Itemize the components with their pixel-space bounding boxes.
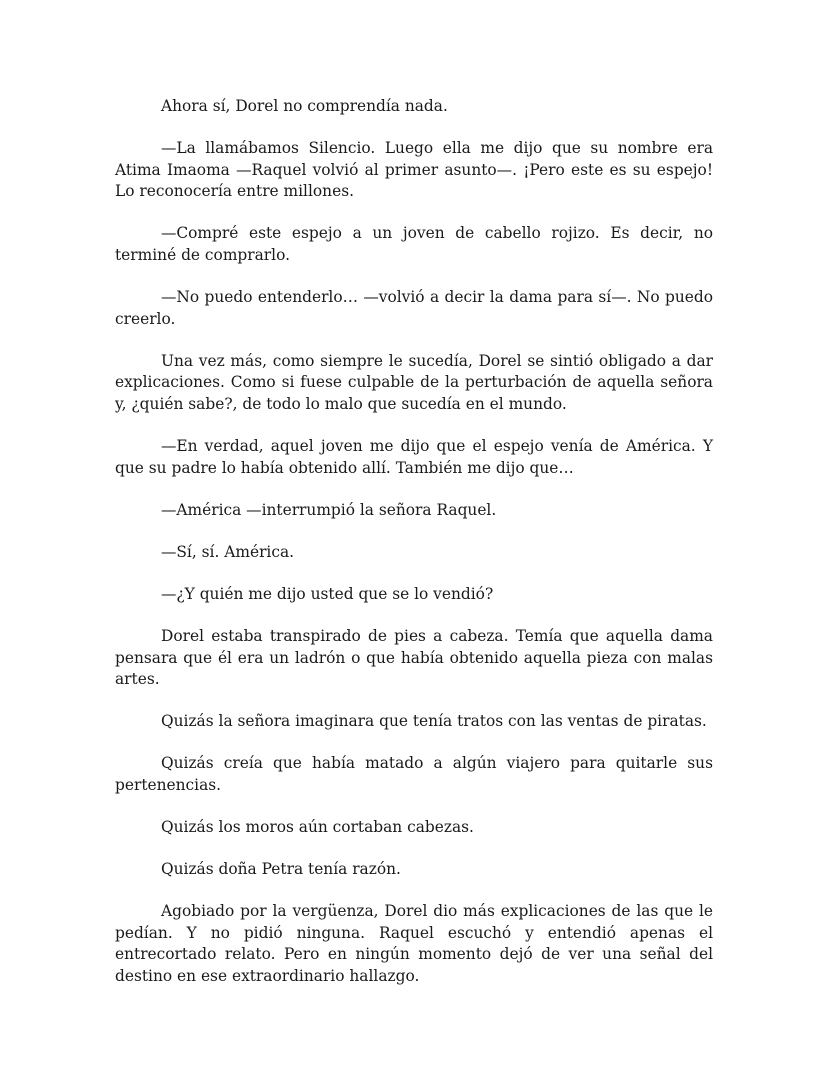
- paragraph: —Sí, sí. América.: [161, 542, 295, 561]
- paragraph: Agobiado por la vergüenza, Dorel dio más explicaciones de las que le pedían. Y no pidió ninguna. Raquel escuchó y entendió apenas el entrecortado relato. Pero en ningún momento dejó de ver una señal del destino en ese extraordinario hallazgo.: [115, 902, 713, 986]
- paragraph: —No puedo entenderlo… —volvió a decir la dama para sí—. No puedo creerlo.: [115, 288, 713, 328]
- paragraph: Dorel estaba transpirado de pies a cabeza. Temía que aquella dama pensara que él era un ladrón o que había obtenido aquella pieza con malas artes.: [115, 627, 713, 689]
- paragraph: —En verdad, aquel joven me dijo que el espejo venía de América. Y que su padre lo había obtenido allí. También me dijo que…: [115, 437, 713, 477]
- paragraph: Quizás doña Petra tenía razón.: [161, 860, 401, 879]
- paragraph: —Compré este espejo a un joven de cabello rojizo. Es decir, no terminé de comprarlo.: [115, 224, 713, 264]
- paragraph: —La llamábamos Silencio. Luego ella me dijo que su nombre era Atima Imaoma —Raquel volvió al primer asunto—. ¡Pero este es su espejo! Lo reconocería entre millones.: [115, 139, 713, 201]
- paragraph: Ahora sí, Dorel no comprendía nada.: [161, 97, 448, 115]
- paragraph: Quizás los moros aún cortaban cabezas.: [161, 818, 474, 837]
- paragraph: —¿Y quién me dijo usted que se lo vendió?: [161, 584, 494, 603]
- paragraph: —América —interrumpió la señora Raquel.: [161, 500, 497, 519]
- document-page: [115, 96, 713, 988]
- paragraph: Una vez más, como siempre le sucedía, Dorel se sintió obligado a dar explicaciones. Como si fuese culpable de la perturbación de aquella señora y, ¿quién sabe?, de todo lo malo que sucedía en el mundo.: [115, 351, 713, 413]
- paragraph: Quizás creía que había matado a algún viajero para quitarle sus pertenencias.: [115, 754, 713, 794]
- paragraph: Quizás la señora imaginara que tenía tratos con las ventas de piratas.: [161, 712, 707, 731]
